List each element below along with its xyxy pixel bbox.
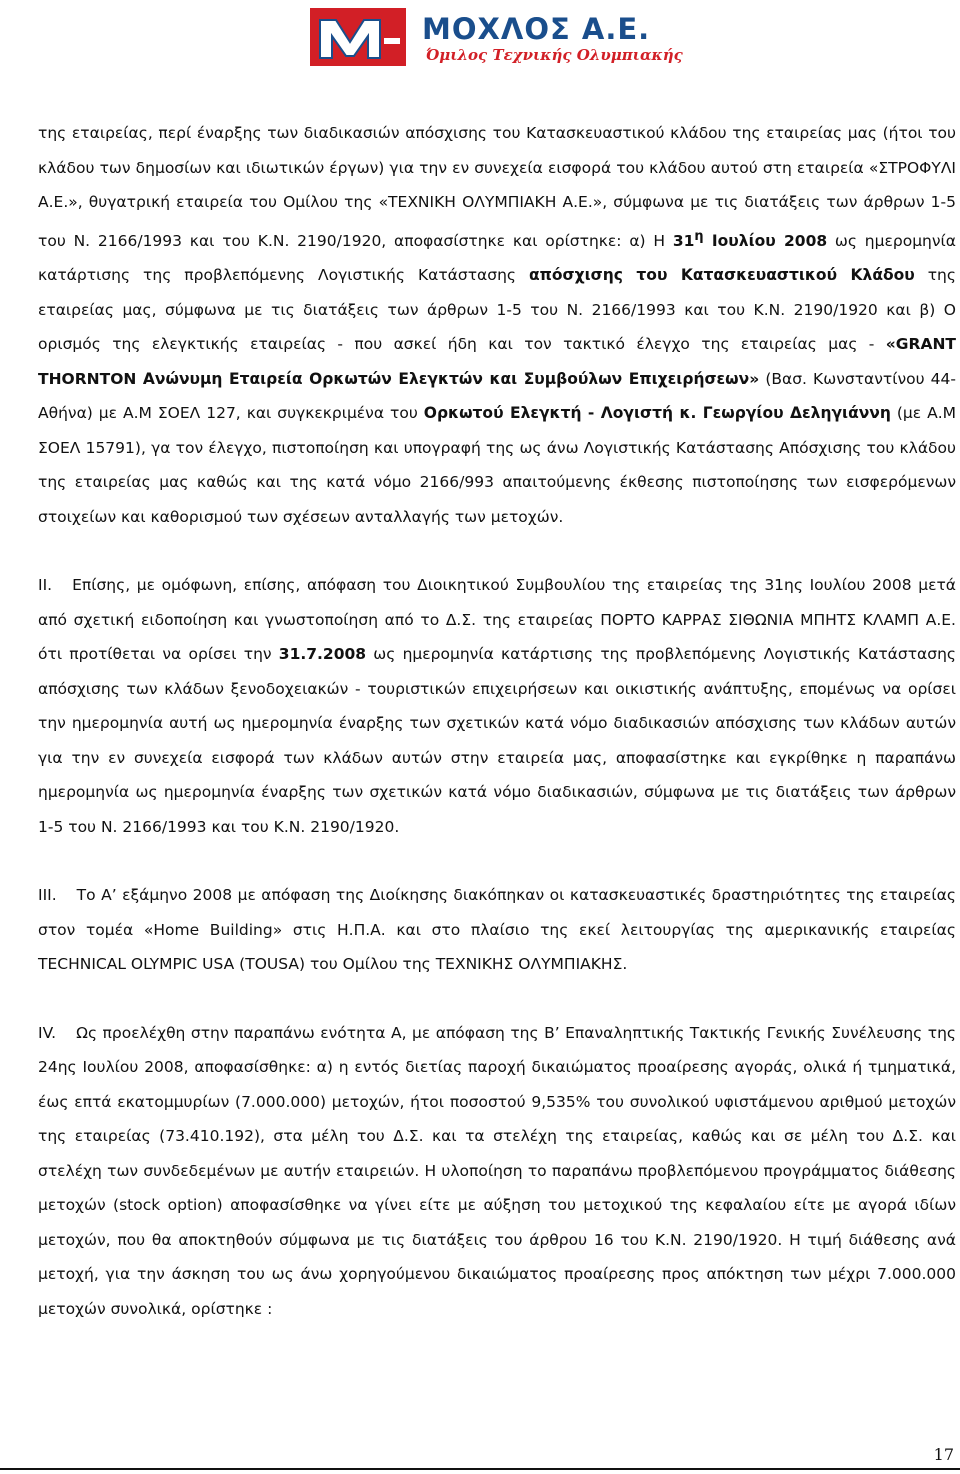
text-run: Επίσης, με ομόφωνη, επίσης, απόφαση του Διοικητικού Συμβουλίου της εταιρείας της 31ης Ιουλίου 2008 μετά από σχετική ειδοποίηση και γνωστοποίηση από το Δ.Σ. της εταιρείας ΠΟΡΤΟ ΚΑΡΡΑΣ ΣΙΘΩΝΙΑ ΜΠΗΤΣ ΚΛΑΜΠ Α.Ε. ότι προτίθεται να ορίσει την (38, 576, 956, 664)
text-run: Το Α’ εξάμηνο 2008 με απόφαση της Διοίκησης διακόπηκαν οι κατασκευαστικές δραστηριότητες της εταιρείας στον τομέα «Home Building» στις Η.Π.Α. και στο πλαίσιο της εκεί λειτουργίας της αμερικανικής εταιρείας TECHNICAL OLYMPIC USA (TOUSA) του Ομίλου της ΤΕΧΝΙΚΗΣ ΟΛΥΜΠΙΑΚΗΣ. (38, 886, 956, 974)
footer-divider (0, 1468, 960, 1470)
section-number: II. (38, 576, 53, 595)
bold-run: 31.7.2008 (278, 645, 367, 664)
text-run: της εταιρείας μας, σύμφωνα με τις διατάξεις των άρθρων 1-5 του Ν. 2166/1993 και του Κ.Ν. 2190/1920 και β) Ο ορισμός της ελεγκτικής εταιρείας - που ασκεί ήδη και τον τακτικό έλεγχο της εταιρείας μας - (38, 266, 956, 354)
bold-run: Ιουλίου 2008 (703, 231, 828, 250)
company-logo (310, 6, 683, 68)
paragraph-4 (38, 1016, 956, 1327)
document-body (38, 116, 956, 1326)
m-logo-icon (310, 8, 406, 66)
company-subtitle: Όμιλος Τεχνικής Ολυμπιακής (426, 46, 683, 64)
bold-superscript: η (694, 228, 704, 244)
text-run: Ως προελέχθη στην παραπάνω ενότητα Α, με απόφαση της Β’ Επαναληπτικής Τακτικής Γενικής Συνέλευσης της 24ης Ιουλίου 2008, αποφασίσθηκε: α) η εντός διετίας παροχή δικαιώματος προαίρεσης αγοράς, ολικά ή τμηματικά, έως επτά εκατομμυρίων (7.000.000) μετοχών, ήτοι ποσοστού 9,535% του συνολικού υφιστάμενου αριθμού μετοχών της εταιρείας (73.410.192), στα μέλη του Δ.Σ. και τα στελέχη της εταιρείας, καθώς και σε μέλη του Δ.Σ. και στελέχη των συνδεδεμένων με αυτήν εταιρειών. Η υλοποίηση το παραπάνω προβλεπόμενου προγράμματος διάθεσης μετοχών (stock option) αποφασίσθηκε να γίνει είτε με αύξηση του μετοχικού της κεφαλαίου είτε με αγορά ιδίων μετοχών, που θα αποκτηθούν σύμφωνα με τις διατάξεις του άρθρου 16 του Κ.Ν. 2190/1920. Η τιμή διάθεσης ανά μετοχή, για την άσκηση του ως άνω χορηγούμενου δικαιώματος προαίρεσης προς απόκτηση των μέχρι 7.000.000 μετοχών συνολικά, ορίστηκε : (38, 1023, 956, 1318)
section-number: III. (38, 886, 57, 905)
page-number: 17 (933, 1445, 954, 1464)
paragraph-3 (38, 878, 956, 982)
logo-mark (310, 8, 406, 66)
text-run: (Βασ. Κωνσταντίνου 44- Αθήνα) με Α.Μ ΣΟΕΛ 127, και συγκεκριμένα του (38, 369, 956, 423)
bold-run: «GRANT THORNTON Ανώνυμη Εταιρεία Ορκωτών Ελεγκτών και Συμβούλων Επιχειρήσεων» (38, 335, 956, 388)
text-run: ως ημερομηνία κατάρτισης της προβλεπόμενης Λογιστικής Κατάστασης (38, 231, 956, 285)
section-number: IV. (38, 1023, 57, 1042)
bold-run: 31 (672, 231, 695, 250)
text-run: της εταιρείας, περί έναρξης των διαδικασιών απόσχισης του Κατασκευαστικού κλάδου της εταιρείας μας (ήτοι του κλάδου των δημοσίων και ιδιωτικών έργων) για την εν συνεχεία εισφορά του κλάδου αυτού στη εταιρεία «ΣΤΡΟΦΥΛΙ Α.Ε.», θυγατρική εταιρεία του Ομίλου της «ΤΕΧΝΙΚΗ ΟΛΥΜΠΙΑΚΗ Α.Ε.», σύμφωνα με τις διατάξεις των άρθρων 1-5 του Ν. 2166/1993 και του Κ.Ν. 2190/1920, αποφασίστηκε και ορίστηκε: α) Η (38, 124, 956, 250)
text-run: ως ημερομηνία κατάρτισης της προβλεπόμενης Λογιστικής Κατάστασης απόσχισης των κλάδων ξενοδοχειακών - τουριστικών επιχειρήσεων και οικιστικής ανάπτυξης, επομένως να ορίσει την ημερομηνία αυτή ως ημερομηνία έναρξης των σχετικών κατά νόμο διαδικασιών απόσχισης των κλάδων αυτών για την εν συνεχεία εισφορά των κλάδων αυτών στην εταιρεία μας, αποφασίστηκε και εγκρίθηκε η παραπάνω ημερομηνία ως ημερομηνία έναρξης των σχετικών κατά νόμο διαδικασιών, σύμφωνα με τις διατάξεις των άρθρων 1-5 του Ν. 2166/1993 και του Κ.Ν. 2190/1920. (38, 645, 956, 836)
paragraph-2 (38, 568, 956, 844)
bold-run: απόσχισης του Κατασκευαστικού Κλάδου (529, 266, 915, 285)
bold-run: Ορκωτού Ελεγκτή - Λογιστή κ. Γεωργίου Δεληγιάννη (423, 404, 891, 423)
company-name: ΜΟΧΛΟΣ Α.Ε. (422, 12, 651, 46)
paragraph-1 (38, 116, 956, 534)
text-run: (με Α.Μ ΣΟΕΛ 15791), γα τον έλεγχο, πιστοποίηση και υπογραφή της ως άνω Λογιστικής Κατάστασης Απόσχισης του κλάδου της εταιρείας μας καθώς και της κατά νόμο 2166/993 απαιτούμενης έκθεσης πιστοποίησης των εισφερόμενων στοιχείων και καθορισμού των σχέσεων ανταλλαγής των μετοχών. (38, 404, 956, 526)
